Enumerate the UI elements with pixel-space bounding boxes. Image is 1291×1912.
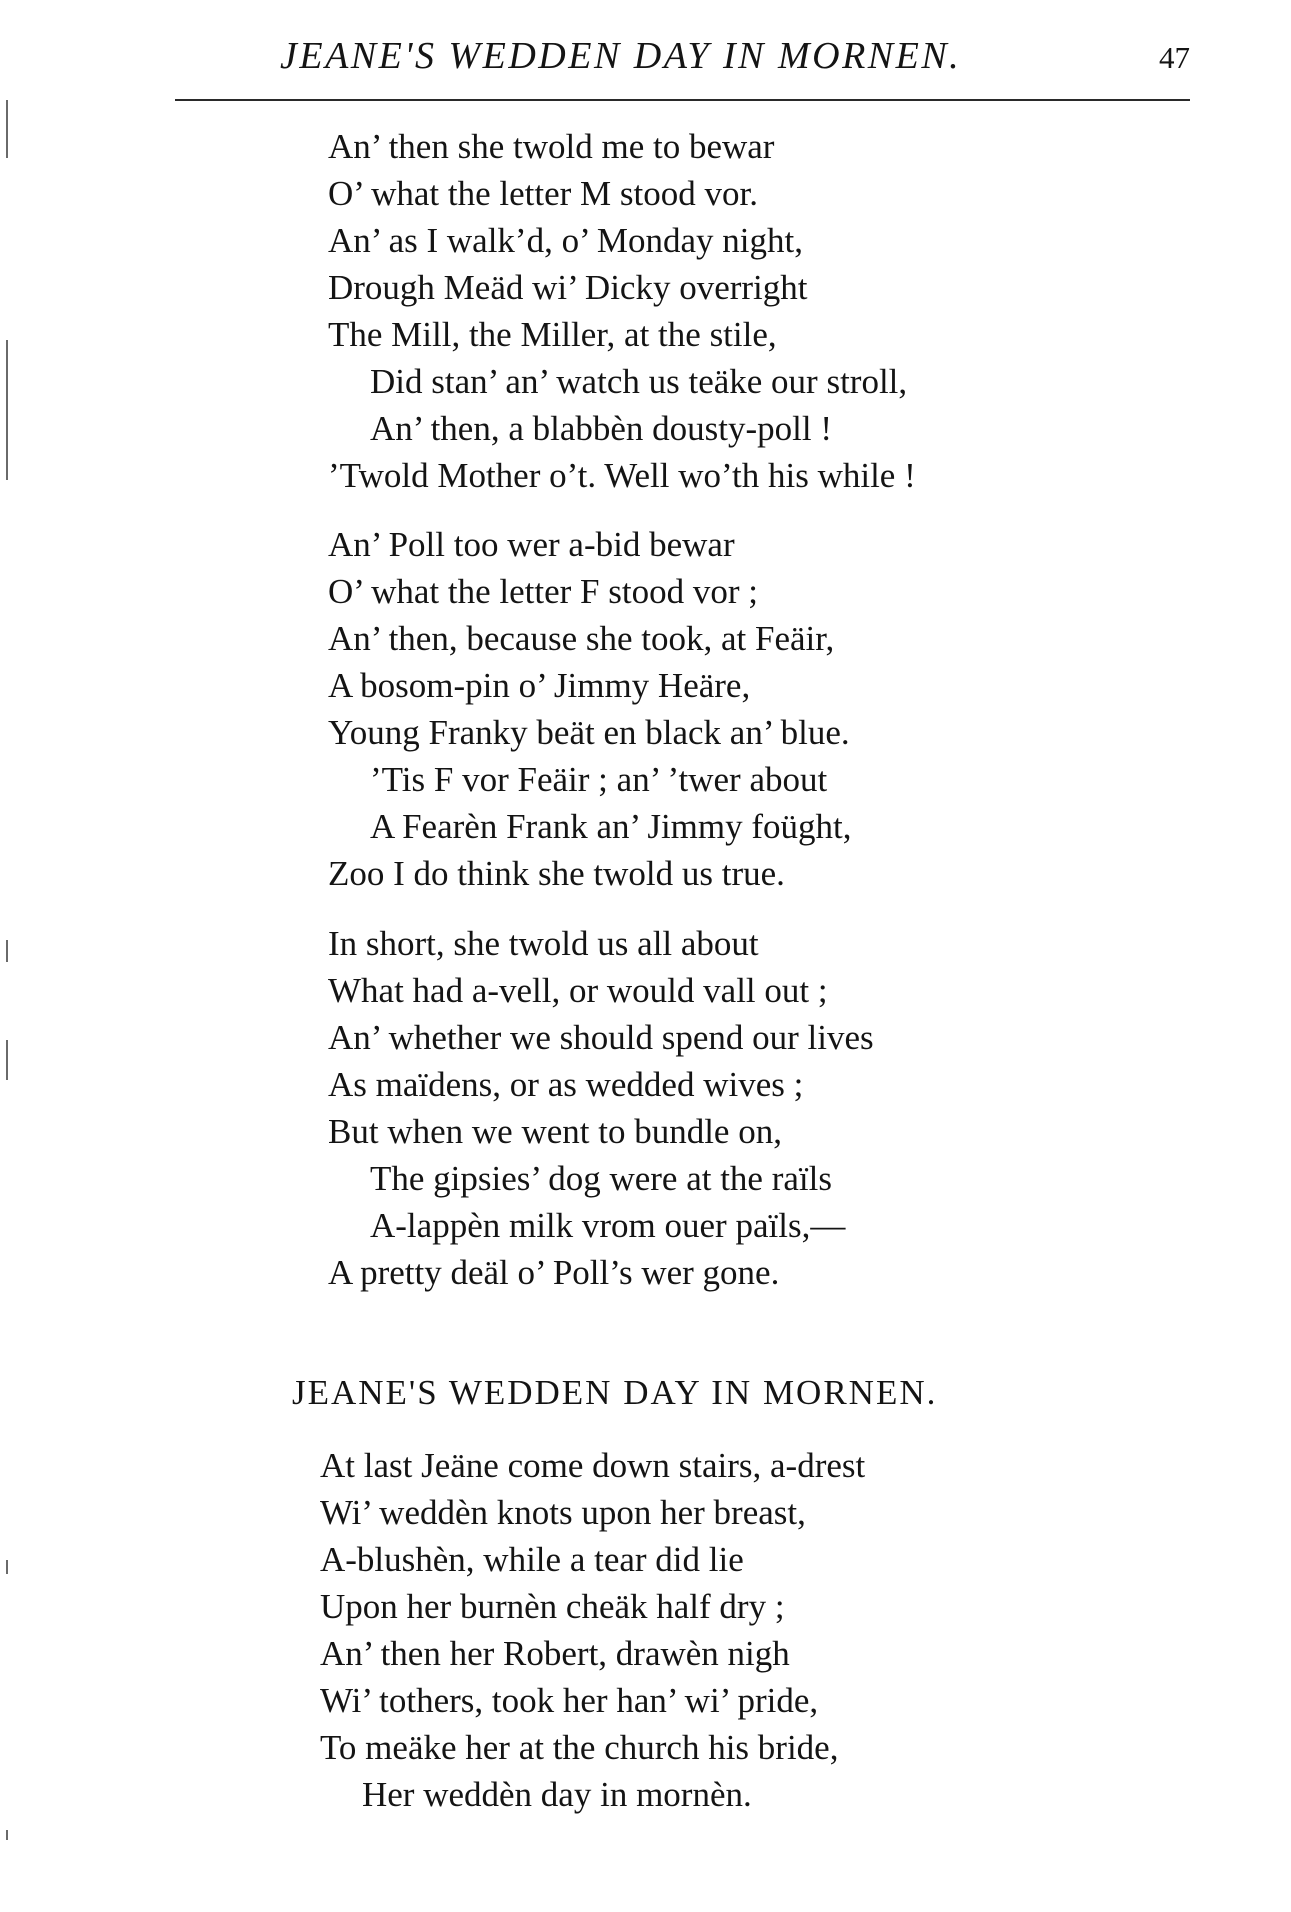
verse-line: An’ then her Robert, drawèn nigh (320, 1634, 790, 1673)
verse-line: Upon her burnèn cheäk half dry ; (320, 1587, 785, 1626)
verse-line: Young Franky beät en black an’ blue. (328, 713, 850, 752)
stanza-2 (328, 521, 852, 897)
verse-line: In short, she twold us all about (328, 924, 759, 963)
verse-line: Her weddèn day in mornèn. (362, 1775, 752, 1814)
verse-line: Zoo I do think she twold us true. (328, 854, 785, 893)
verse-line: A bosom-pin o’ Jimmy Heäre, (328, 666, 751, 705)
verse-line: A pretty deäl o’ Poll’s wer gone. (328, 1253, 780, 1292)
verse-line: At last Jeäne come down stairs, a-drest (320, 1446, 866, 1485)
page-edge-marks (0, 0, 20, 1912)
verse-line: ’Tis F vor Feäir ; an’ ’twer about (370, 760, 828, 799)
verse-line: O’ what the letter F stood vor ; (328, 572, 758, 611)
verse-line: A Fearèn Frank an’ Jimmy foüght, (370, 807, 852, 846)
verse-line: ’Twold Mother o’t. Well wo’th his while ! (328, 456, 916, 495)
verse-line: An’ then she twold me to bewar (328, 127, 775, 166)
verse-line: An’ then, a blabbèn dousty-poll ! (370, 409, 833, 448)
page-number: 47 (1159, 40, 1190, 75)
running-head (175, 34, 1190, 84)
stanza-1 (328, 123, 916, 499)
verse-line: To meäke her at the church his bride, (320, 1728, 839, 1767)
verse-line: O’ what the letter M stood vor. (328, 174, 758, 213)
header-rule (175, 99, 1190, 101)
verse-line: The Mill, the Miller, at the stile, (328, 315, 777, 354)
verse-line: The gipsies’ dog were at the raïls (370, 1159, 832, 1198)
verse-line: A-blushèn, while a tear did lie (320, 1540, 744, 1579)
verse-line: But when we went to bundle on, (328, 1112, 782, 1151)
verse-line: What had a-vell, or would vall out ; (328, 971, 828, 1010)
poem-stanza (320, 1442, 865, 1818)
edge-mark (6, 1560, 8, 1574)
verse-line: A-lappèn milk vrom ouer païls,— (370, 1206, 846, 1245)
edge-mark (6, 340, 8, 480)
verse-line: An’ as I walk’d, o’ Monday night, (328, 221, 803, 260)
stanza-3 (328, 920, 874, 1296)
verse-line: Drough Meäd wi’ Dicky overright (328, 268, 808, 307)
verse-line: An’ then, because she took, at Feäir, (328, 619, 835, 658)
verse-line: Did stan’ an’ watch us teäke our stroll, (370, 362, 908, 401)
edge-mark (6, 1830, 8, 1840)
edge-mark (6, 100, 8, 158)
running-title: JEANE'S WEDDEN DAY IN MORNEN. (280, 35, 962, 77)
edge-mark (6, 1040, 8, 1080)
verse-line: Wi’ tothers, took her han’ wi’ pride, (320, 1681, 819, 1720)
verse-line: As maïdens, or as wedded wives ; (328, 1065, 804, 1104)
verse-line: Wi’ weddèn knots upon her breast, (320, 1493, 806, 1532)
verse-line: An’ Poll too wer a-bid bewar (328, 525, 735, 564)
edge-mark (6, 940, 8, 962)
verse-line: An’ whether we should spend our lives (328, 1018, 874, 1057)
poem-title: JEANE'S WEDDEN DAY IN MORNEN. (292, 1373, 938, 1412)
